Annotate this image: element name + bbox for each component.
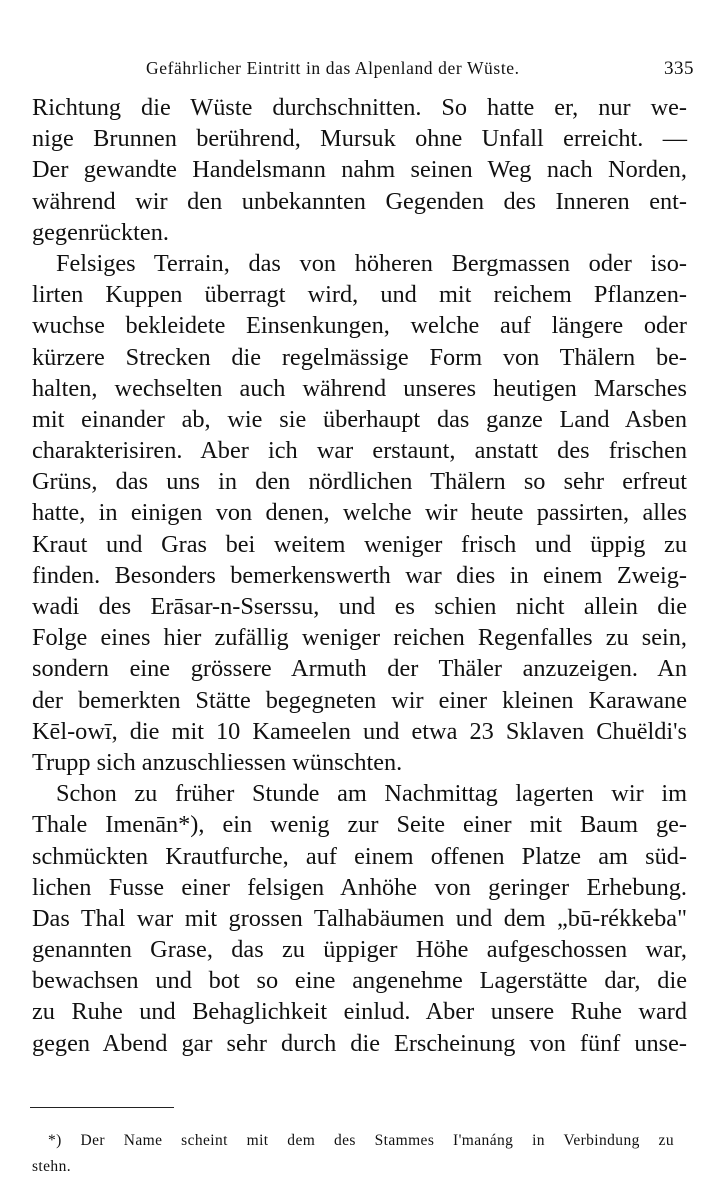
page-number: 335 bbox=[664, 58, 694, 79]
text-line: Folge eines hier zufällig weniger reichen Regenfalles zu sein, bbox=[32, 624, 687, 652]
text-line: genannten Grase, das zu üppiger Höhe aufgeschossen war, bbox=[32, 936, 687, 964]
text-line: charakterisiren. Aber ich war erstaunt, anstatt des frischen bbox=[32, 437, 687, 465]
text-line: Felsiges Terrain, das von höheren Bergmassen oder iso- bbox=[56, 249, 687, 277]
paragraph-2 bbox=[32, 248, 687, 778]
text-line: Schon zu früher Stunde am Nachmittag lagerten wir im bbox=[56, 780, 687, 808]
text-line: gegenrückten. bbox=[32, 218, 169, 246]
paragraph-1 bbox=[32, 92, 687, 248]
text-line: nige Brunnen berührend, Mursuk ohne Unfall erreicht. — bbox=[32, 125, 687, 153]
footnote-line: *) Der Name scheint mit dem des Stammes I'manáng in Verbindung zu bbox=[48, 1132, 674, 1149]
body-text bbox=[32, 92, 687, 1059]
footnote-divider bbox=[30, 1107, 174, 1108]
text-line: Richtung die Wüste durchschnitten. So hatte er, nur we- bbox=[32, 94, 687, 121]
text-line: mit einander ab, wie sie überhaupt das ganze Land Asben bbox=[32, 405, 687, 433]
footnote bbox=[32, 1128, 674, 1180]
text-line: Der gewandte Handelsmann nahm seinen Weg nach Norden, bbox=[32, 156, 687, 184]
text-line: schmückten Krautfurche, auf einem offenen Platze am süd- bbox=[32, 842, 687, 870]
text-line: halten, wechselten auch während unseres heutigen Marsches bbox=[32, 374, 687, 402]
text-line: Kēl-owī, die mit 10 Kameelen und etwa 23 Sklaven Chuëldi's bbox=[32, 717, 687, 745]
text-line: Trupp sich anzuschliessen wünschten. bbox=[32, 748, 403, 776]
text-line: lirten Kuppen überragt wird, und mit reichem Pflanzen- bbox=[32, 281, 687, 309]
text-line: kürzere Strecken die regelmässige Form von Thälern be- bbox=[32, 343, 687, 371]
text-line: Thale Imenān*), ein wenig zur Seite einer mit Baum ge- bbox=[32, 811, 687, 839]
text-line: gegen Abend gar sehr durch die Erscheinung von fünf unse- bbox=[32, 1029, 687, 1057]
text-line: bewachsen und bot so eine angenehme Lagerstätte dar, die bbox=[32, 967, 687, 995]
text-line: wadi des Erāsar-n-Sserssu, und es schien nicht allein die bbox=[32, 593, 687, 620]
text-line: Grüns, das uns in den nördlichen Thälern so sehr erfreut bbox=[32, 468, 687, 496]
text-line: Das Thal war mit grossen Talhabäumen und dem „bū-rékkeba" bbox=[32, 904, 687, 932]
text-line: Kraut und Gras bei weitem weniger frisch und üppig zu bbox=[32, 530, 687, 558]
paragraph-3 bbox=[32, 778, 687, 1059]
running-title: Gefährlicher Eintritt in das Alpenland der Wüste. bbox=[146, 58, 520, 78]
footnote-line: stehn. bbox=[32, 1158, 71, 1175]
text-line: sondern eine grössere Armuth der Thäler anzuzeigen. An bbox=[32, 655, 687, 683]
text-line: finden. Besonders bemerkenswerth war dies in einem Zweig- bbox=[32, 561, 687, 589]
text-line: wuchse bekleidete Einsenkungen, welche auf längere oder bbox=[32, 312, 687, 340]
text-line: der bemerkten Stätte begegneten wir einer kleinen Karawane bbox=[32, 686, 687, 714]
text-line: zu Ruhe und Behaglichkeit einlud. Aber unsere Ruhe ward bbox=[32, 998, 687, 1026]
text-line: während wir den unbekannten Gegenden des Inneren ent- bbox=[32, 187, 687, 215]
text-line: hatte, in einigen von denen, welche wir heute passirten, alles bbox=[32, 499, 687, 527]
text-line: lichen Fusse einer felsigen Anhöhe von geringer Erhebung. bbox=[32, 873, 687, 901]
